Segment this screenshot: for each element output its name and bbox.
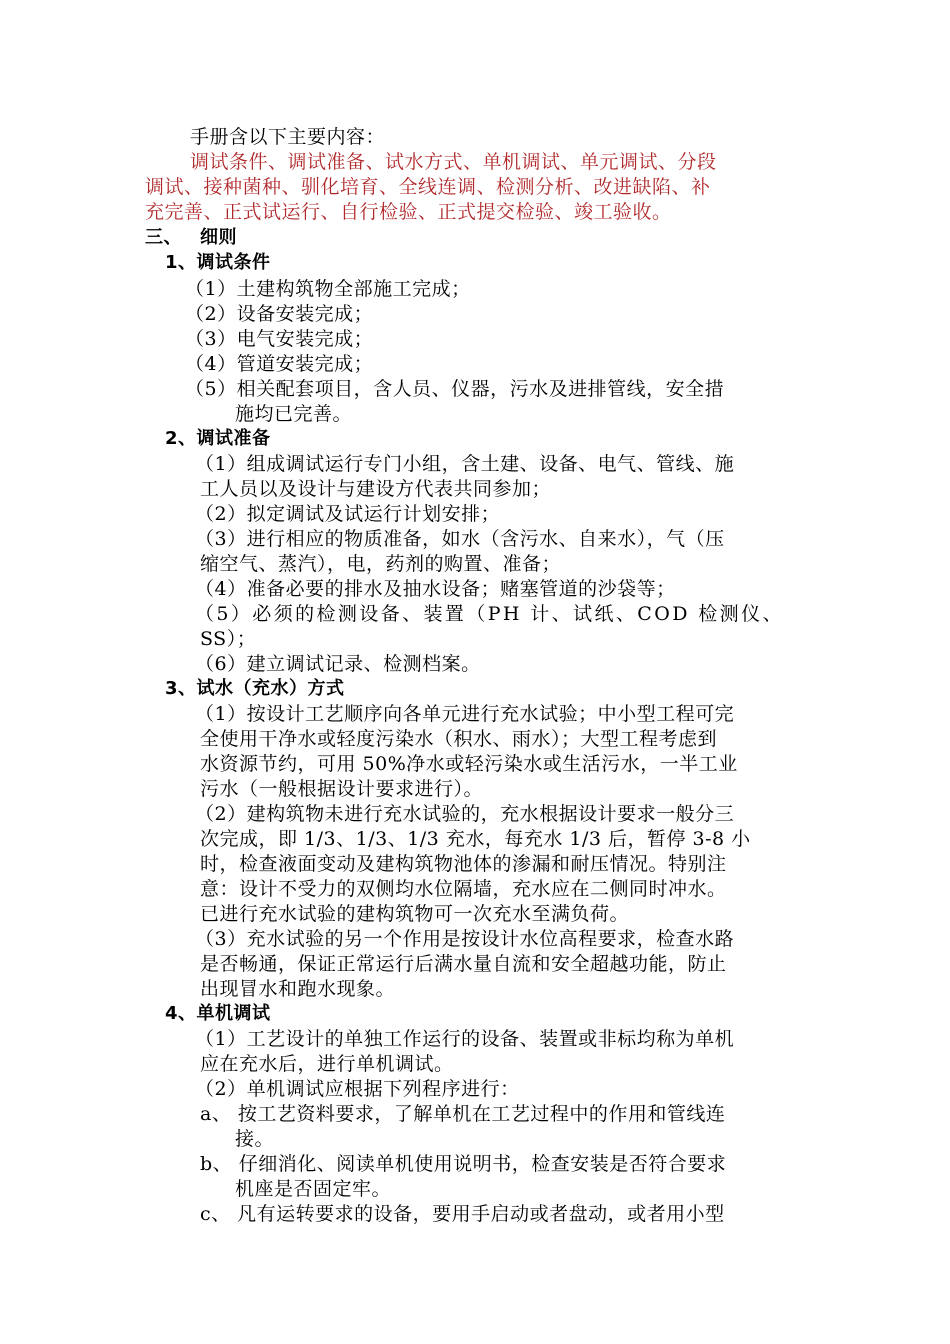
- s2-line-8: SS）；: [200, 628, 257, 650]
- s2-line-5: 缩空气、蒸汽），电，药剂的购置、准备；: [200, 553, 562, 575]
- s4-line-1: （1）工艺设计的单独工作运行的设备、装置或非标均称为单机: [195, 1028, 735, 1050]
- section-title: 细则: [200, 227, 237, 248]
- s4-line-6: b、 仔细消化、阅读单机使用说明书，检查安装是否符合要求: [200, 1153, 727, 1175]
- s3-line-3: 水资源节约，可用 50%净水或轻污染水或生活污水，一半工业: [200, 753, 738, 775]
- s2-line-1: （1）组成调试运行专门小组，含土建、设备、电气、管线、施: [195, 453, 735, 475]
- s2-line-3: （2）拟定调试及试运行计划安排；: [195, 503, 501, 525]
- s3-line-4: 污水（一般根据设计要求进行）。: [200, 778, 484, 800]
- s1-item-2: （2）设备安装完成；: [185, 303, 374, 325]
- intro-red-line-3: 充完善、正式试运行、自行检验、正式提交检验、竣工验收。: [145, 201, 672, 223]
- s1-item-3: （3）电气安装完成；: [185, 328, 374, 350]
- s4-heading: 4、单机调试: [165, 1003, 271, 1024]
- s4-line-4: a、 按工艺资料要求，了解单机在工艺过程中的作用和管线连: [200, 1103, 726, 1125]
- s3-line-9: 已进行充水试验的建构筑物可一次充水至满负荷。: [200, 903, 630, 925]
- s3-line-12: 出现冒水和跑水现象。: [200, 978, 396, 1000]
- s1-item-5-cont: 施均已完善。: [235, 403, 353, 425]
- s3-line-11: 是否畅通，保证正常运行后满水量自流和安全超越功能，防止: [200, 953, 727, 975]
- s1-item-4: （4）管道安装完成；: [185, 353, 374, 375]
- s3-line-10: （3）充水试验的另一个作用是按设计水位高程要求，检查水路: [195, 928, 735, 950]
- s1-heading: 1、调试条件: [165, 252, 271, 273]
- s2-heading: 2、调试准备: [165, 428, 271, 449]
- s3-line-8: 意：设计不受力的双侧均水位隔墙，充水应在二侧同时冲水。: [200, 878, 727, 900]
- s2-line-9: （6）建立调试记录、检测档案。: [195, 653, 481, 675]
- s2-line-2: 工人员以及设计与建设方代表共同参加；: [200, 478, 552, 500]
- s3-heading: 3、试水（充水）方式: [165, 678, 345, 699]
- intro-red-line-2: 调试、接种菌种、驯化培育、全线连调、检测分析、改进缺陷、补: [145, 176, 711, 198]
- s4-line-3: （2）单机调试应根据下列程序进行：: [195, 1078, 520, 1100]
- s4-line-7: 机座是否固定牢。: [235, 1178, 392, 1200]
- s2-line-4: （3）进行相应的物质准备，如水（含污水、自来水），气（压: [195, 528, 725, 550]
- s3-line-6: 次完成，即 1/3、1/3、1/3 充水，每充水 1/3 后，暂停 3-8 小: [200, 828, 751, 850]
- s4-line-8: c、 凡有运转要求的设备，要用手启动或者盘动，或者用小型: [200, 1203, 725, 1225]
- s1-item-1: （1）土建构筑物全部施工完成；: [185, 278, 471, 300]
- s3-line-7: 时，检查液面变动及建构筑物池体的渗漏和耐压情况。特别注: [200, 853, 727, 875]
- s3-line-2: 全使用干净水或轻度污染水（积水、雨水）；大型工程考虑到: [200, 728, 718, 750]
- s4-line-5: 接。: [235, 1128, 275, 1150]
- s4-line-2: 应在充水后，进行单机调试。: [200, 1053, 454, 1075]
- s3-line-1: （1）按设计工艺顺序向各单元进行充水试验；中小型工程可完: [195, 703, 735, 725]
- section-number: 三、: [145, 227, 182, 248]
- intro-red-line-1: 调试条件、调试准备、试水方式、单机调试、单元调试、分段: [190, 151, 717, 173]
- intro-label: 手册含以下主要内容：: [190, 126, 386, 148]
- s2-line-6: （4）准备必要的排水及抽水设备；赌塞管道的沙袋等；: [195, 578, 676, 600]
- s1-item-5: （5）相关配套项目，含人员、仪器，污水及进排管线，安全措: [185, 378, 725, 400]
- s3-line-5: （2）建构筑物未进行充水试验的，充水根据设计要求一般分三: [195, 803, 735, 825]
- s2-line-7: （5）必须的检测设备、装置（PH 计、试纸、COD 检测仪、: [195, 603, 784, 625]
